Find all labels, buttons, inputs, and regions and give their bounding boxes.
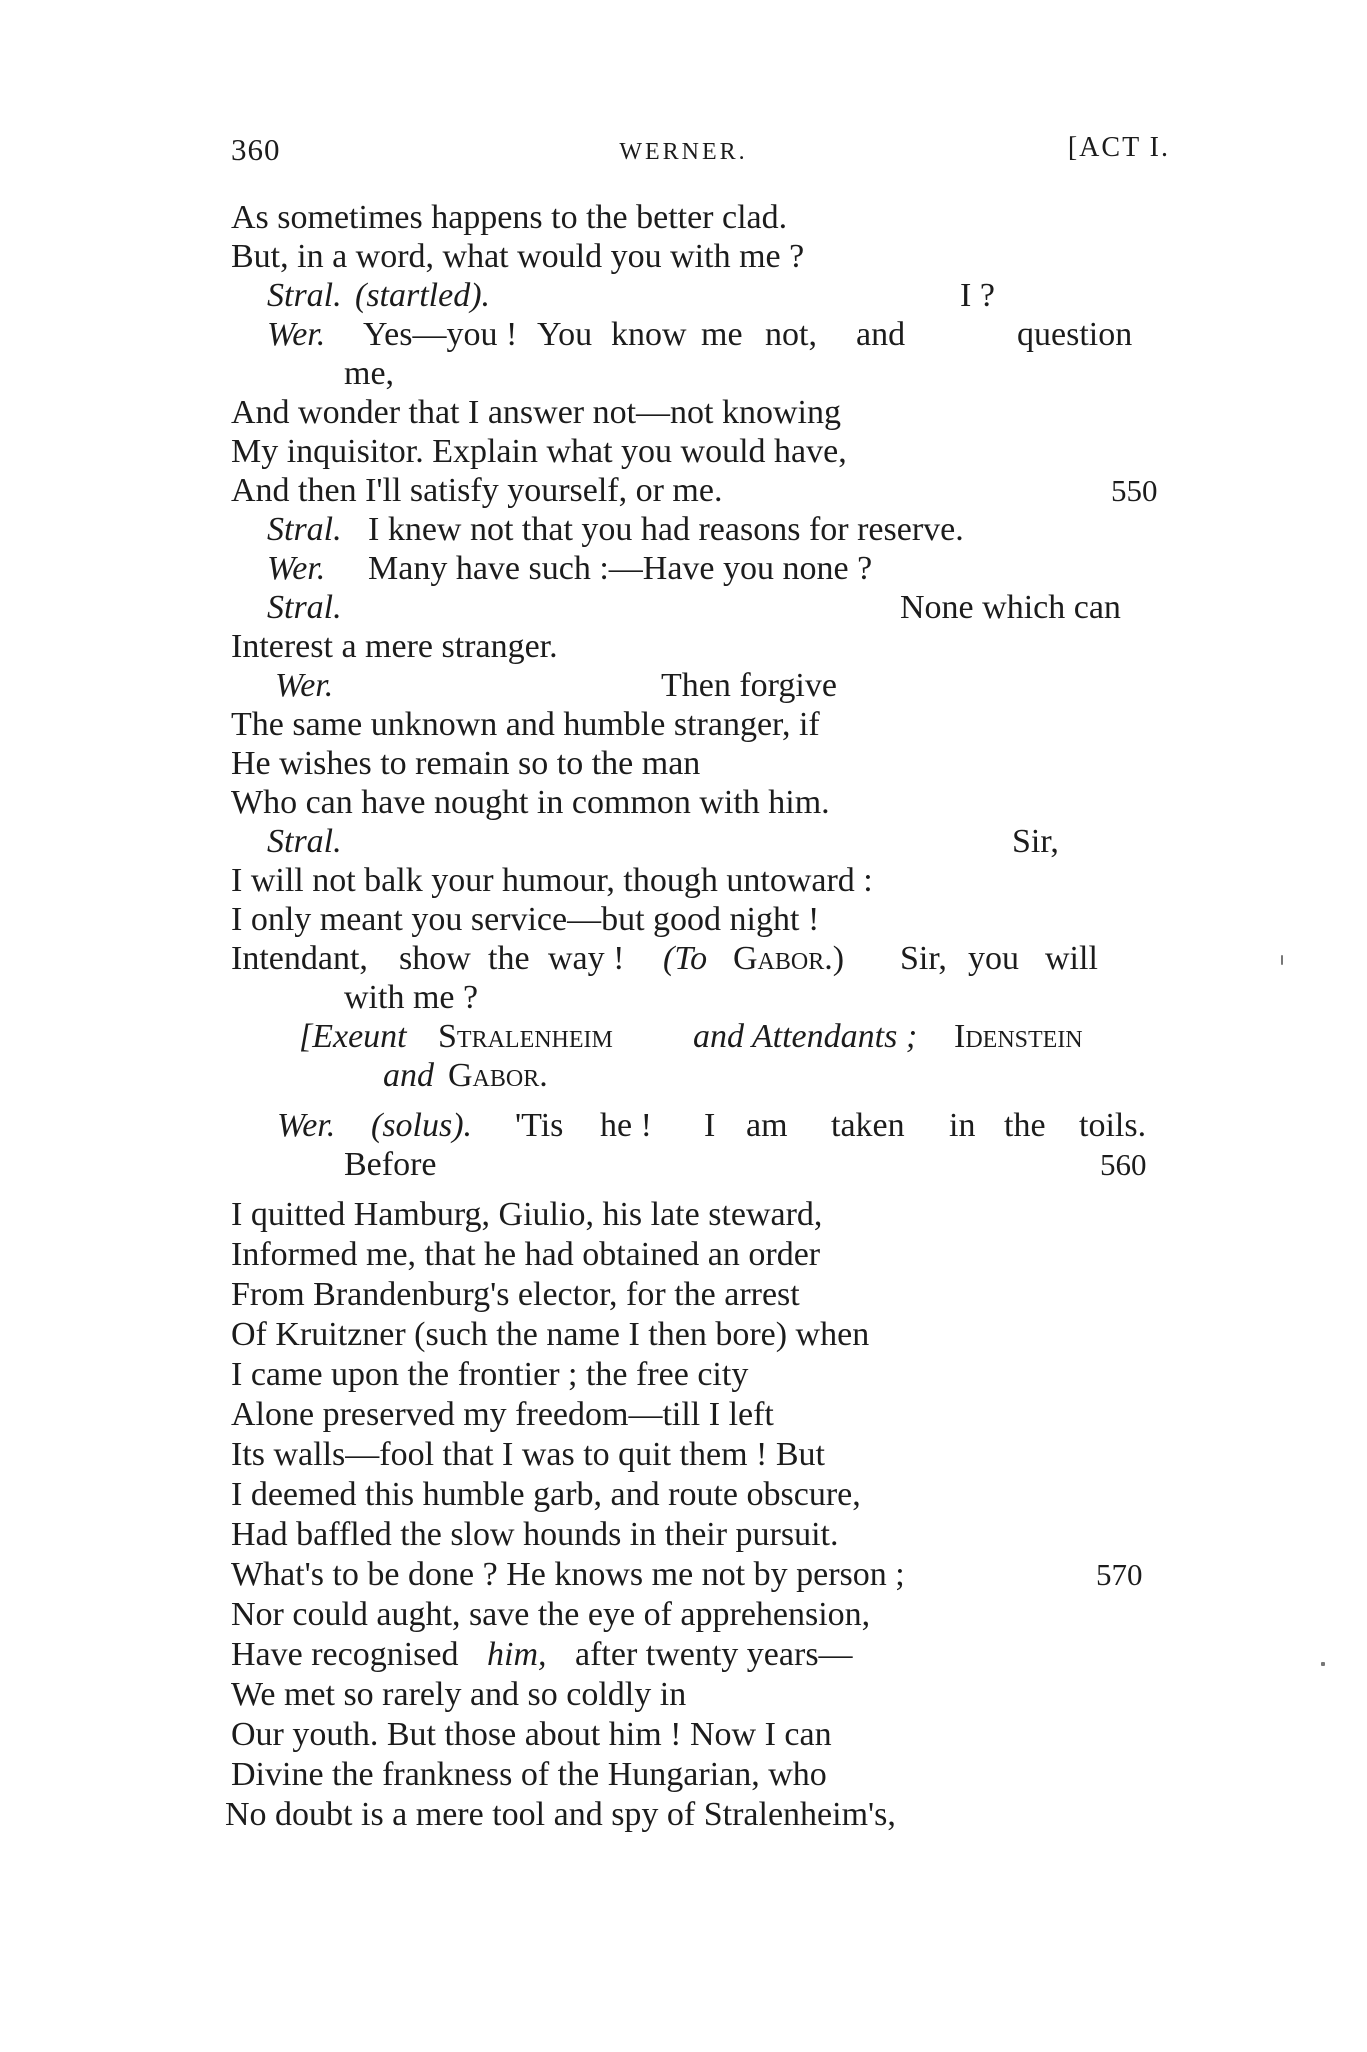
page-number: 360 [231,132,281,167]
line-number: 560 [1100,1147,1147,1182]
speaker-label: Stral. [267,511,342,548]
verse-line: Wer. Yes—you ! You know me not, and question [267,316,1133,353]
verse-line: Had baffled the slow hounds in their pursuit. [231,1516,839,1553]
verse-line: But, in a word, what would you with me ? [231,238,805,275]
verse-line: My inquisitor. Explain what you would have, [231,433,847,470]
act-heading: [ACT I. [1067,132,1170,163]
verse-line: The same unknown and humble stranger, if [231,706,820,743]
verse-line-turnover: Before 560 [344,1146,1147,1183]
verse-line: Of Kruitzner (such the name I then bore) when [231,1316,870,1353]
verse-line-turnover: with me ? [344,979,479,1016]
speaker-label: Stral. [267,589,342,626]
verse-line: Alone preserved my freedom—till I left [231,1396,774,1433]
speaker-label: Wer. [275,667,334,704]
stage-direction: (solus). [371,1107,473,1144]
speaker-label: Stral. [267,823,342,860]
speaker-label: Stral. [267,277,342,314]
speaker-label: Wer. [267,550,326,587]
verse-line: We met so rarely and so coldly in [231,1676,687,1713]
verse-line: As sometimes happens to the better clad. [231,199,788,236]
verse-line: Informed me, that he had obtained an order [231,1236,821,1273]
verse-line: Wer. (solus). 'Tis he ! I am taken in the toils. [277,1107,1147,1144]
speaker-label: Wer. [277,1107,336,1144]
verse-line: Stral. (startled). I ? [267,277,995,314]
line-number: 570 [1096,1557,1143,1592]
verse-line: Nor could aught, save the eye of apprehension, [231,1596,871,1633]
verse-line: Stral. None which can [267,589,1121,626]
verse-line: I will not balk your humour, though untoward : [231,862,873,899]
verse-line: No doubt is a mere tool and spy of Stralenheim's, [225,1796,896,1833]
verse-line: Wer. Many have such :—Have you none ? [267,550,873,587]
scan-speck [1281,955,1283,965]
verse-line: Its walls—fool that I was to quit them ! But [231,1436,825,1473]
verse-line: I only meant you service—but good night ! [231,901,820,938]
verse-line: What's to be done ? He knows me not by person ; 570 [231,1556,1143,1593]
scan-speck [1321,1662,1325,1666]
verse-line: I quitted Hamburg, Giulio, his late steward, [231,1196,823,1233]
verse-line: Divine the frankness of the Hungarian, who [231,1756,827,1793]
running-title: WERNER. [619,139,748,165]
verse-line: Stral. Sir, [267,823,1059,860]
verse-line: And wonder that I answer not—not knowing [231,394,842,431]
verse-line: Interest a mere stranger. [231,628,558,665]
verse-line: Wer. Then forgive [275,667,837,704]
stage-direction: and Gabor. [383,1057,548,1094]
stage-direction: (startled). [355,277,491,314]
verse-line: Who can have nought in common with him. [231,784,830,821]
verse-line: And then I'll satisfy yourself, or me. 550 [231,472,1158,509]
verse-line: From Brandenburg's elector, for the arrest [231,1276,800,1313]
line-number: 550 [1111,473,1158,508]
speaker-label: Wer. [267,316,326,353]
stage-direction: [Exeunt Stralenheim and Attendants ; Idenstein [299,1018,1083,1055]
verse-line: I came upon the frontier ; the free city [231,1356,749,1393]
verse-line: I deemed this humble garb, and route obscure, [231,1476,861,1513]
verse-line-turnover: me, [344,355,395,392]
verse-line: Our youth. But those about him ! Now I can [231,1716,832,1753]
verse-line: He wishes to remain so to the man [231,745,701,782]
verse-line: Have recognised him, after twenty years— [231,1636,853,1673]
verse-line: Stral. I knew not that you had reasons for reserve. [267,511,964,548]
verse-line: Intendant, show the way ! (To Gabor.) Sir, you will [231,940,1098,977]
